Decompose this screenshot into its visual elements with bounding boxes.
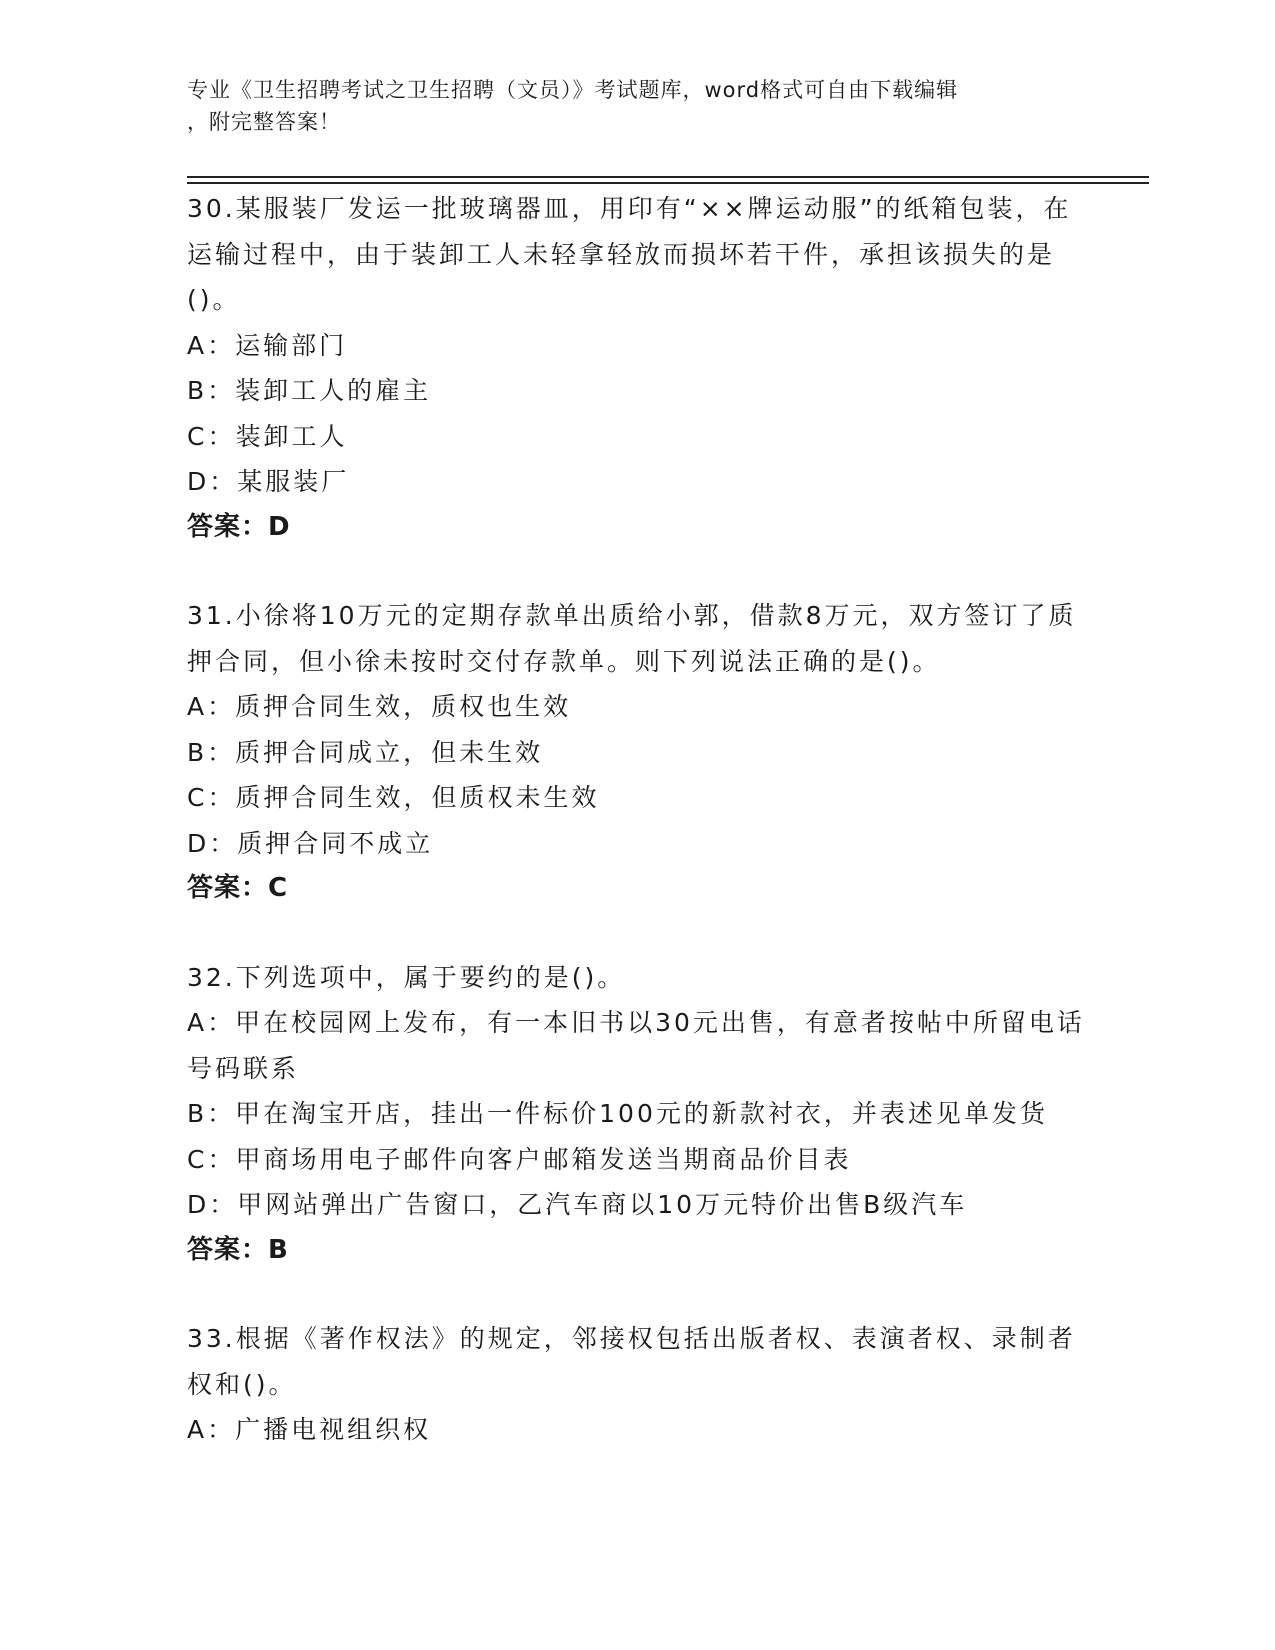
option-b: B：装卸工人的雇主 [187, 376, 432, 405]
question-text: 30.某服装厂发运一批玻璃器皿，用印有“××牌运动服”的纸箱包装，在运输过程中，由于装卸工人未轻拿轻放而损坏若干件，承担该损失的是()。 [187, 194, 1072, 314]
answer: 答案：C [187, 873, 289, 903]
question-32 [187, 955, 1087, 1274]
header-divider-bottom [187, 182, 1149, 184]
option-b: B：甲在淘宝开店，挂出一件标价100元的新款衬衣，并表述见单发货 [187, 1099, 1048, 1128]
answer: 答案：B [187, 1234, 289, 1265]
option-d: D：质押合同不成立 [187, 828, 434, 858]
option-d: D：某服装厂 [187, 467, 350, 496]
header-divider-top [187, 176, 1149, 178]
option-b: B：质押合同成立，但未生效 [187, 737, 544, 767]
question-text: 31.小徐将10万元的定期存款单出质给小郭，借款8万元，双方签订了质押合同，但小徐未按时交付存款单。则下列说法正确的是()。 [187, 601, 1077, 676]
answer: 答案：D [187, 511, 291, 542]
option-a: A：甲在校园网上发布，有一本旧书以30元出售，有意者按帖中所留电话号码联系 [187, 1008, 1085, 1083]
header-line-1: 专业《卫生招聘考试之卫生招聘（文员）》考试题库，word格式可自由下载编辑 [187, 78, 959, 102]
question-text: 32.下列选项中，属于要约的是()。 [187, 962, 626, 992]
question-text: 33.根据《著作权法》的规定，邻接权包括出版者权、表演者权、录制者权和()。 [187, 1324, 1076, 1399]
question-30 [187, 186, 1087, 550]
option-a: A：运输部门 [187, 330, 348, 360]
option-d: D：甲网站弹出广告窗口，乙汽车商以10万元特价出售B级汽车 [187, 1190, 968, 1219]
header-line-2: ，附完整答案！ [187, 110, 341, 134]
option-c: C：装卸工人 [187, 421, 348, 451]
option-c: C：质押合同生效，但质权未生效 [187, 783, 600, 812]
question-31 [187, 593, 1087, 912]
document-header [187, 74, 1067, 138]
question-33 [187, 1316, 1087, 1453]
option-c: C：甲商场用电子邮件向客户邮箱发送当期商品价目表 [187, 1144, 852, 1174]
option-a: A：质押合同生效，质权也生效 [187, 692, 572, 721]
option-a: A：广播电视组织权 [187, 1415, 432, 1444]
question-list [187, 186, 1087, 1496]
